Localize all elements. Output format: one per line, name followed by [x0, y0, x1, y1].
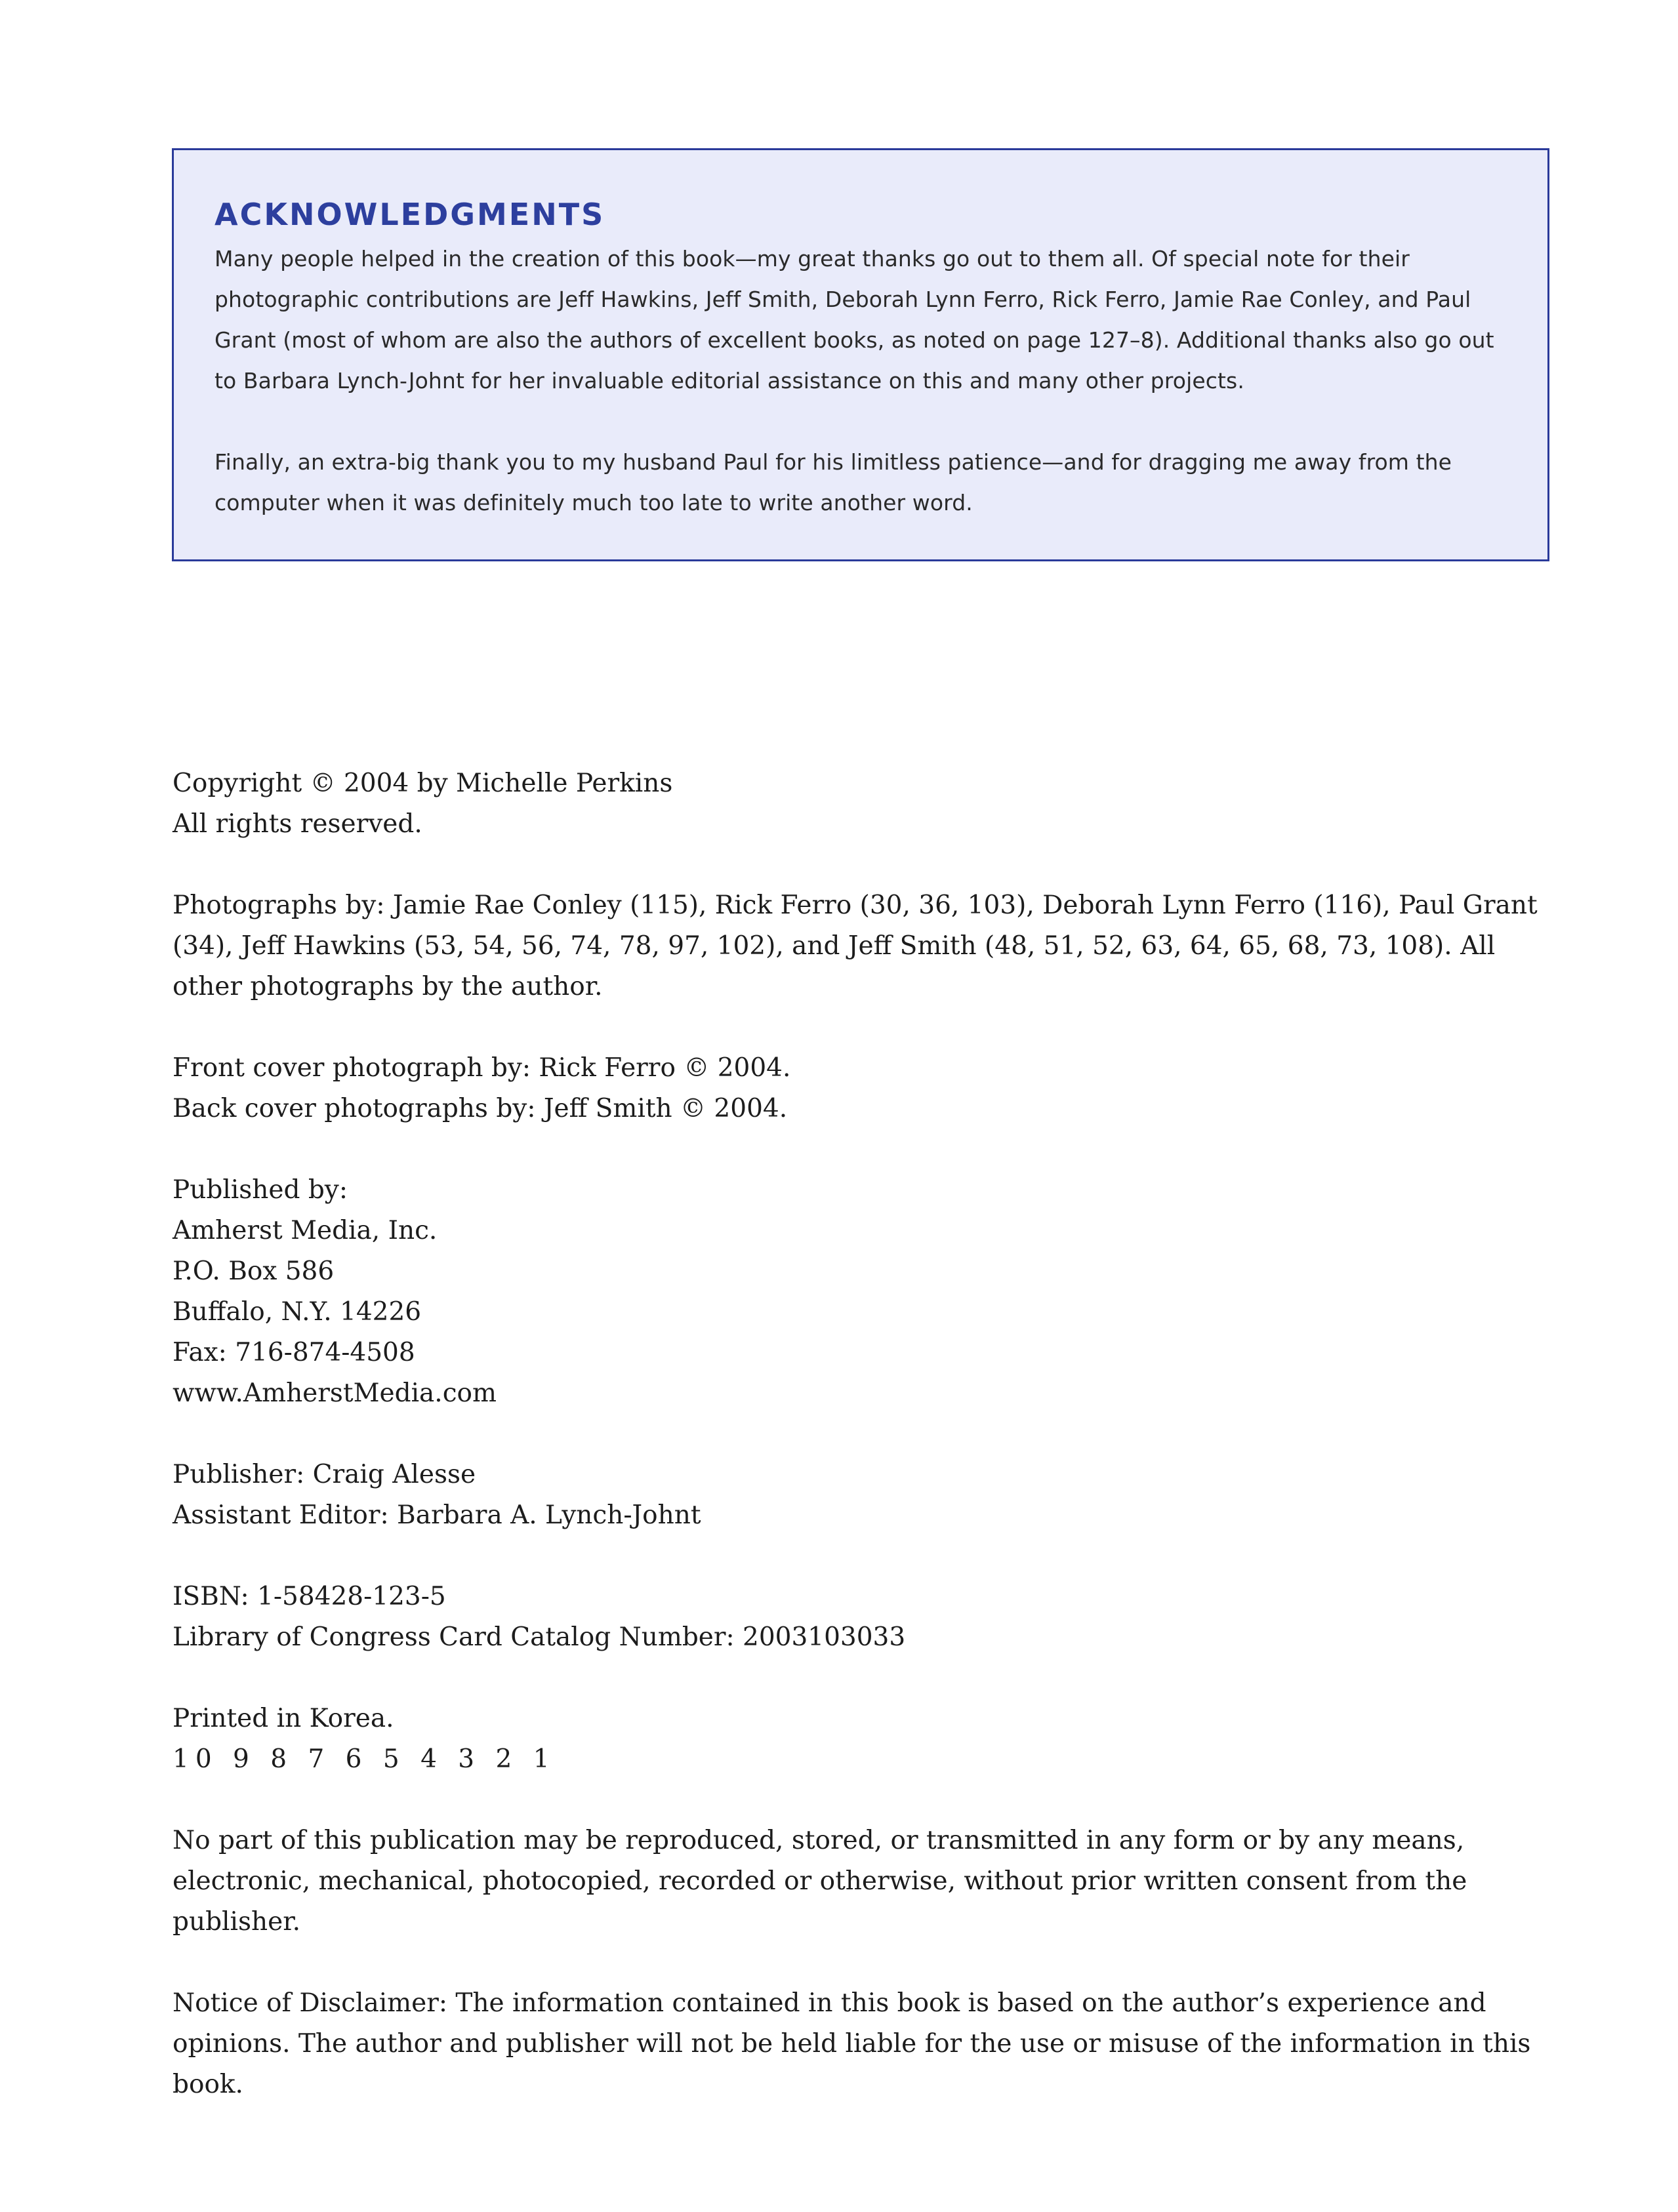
rights-reserved-line: All rights reserved.: [173, 809, 422, 839]
publisher-name: Amherst Media, Inc.: [173, 1216, 438, 1245]
acknowledgments-paragraph-1: Many people helped in the creation of this book—my great thanks go out to them all. Of special note for their photographic contributions are Jeff Hawkins, Jeff Smith, Deborah Lynn Ferro, Rick Ferro, Jamie Rae Conley, and Paul Grant (most of whom are also the authors of excellent books, as noted on page 127–8). Additional thanks also go out to Barbara Lynch-Johnt for her invaluable editorial assistance on this and many other projects.: [215, 245, 1494, 393]
back-cover-credit: Back cover photographs by: Jeff Smith © 2004.: [173, 1094, 788, 1123]
cover-credits: [173, 1048, 1563, 1129]
publisher-po-box: P.O. Box 586: [173, 1257, 335, 1286]
assistant-editor-credit: Assistant Editor: Barbara A. Lynch-Johnt: [173, 1500, 701, 1530]
catalog-info: [173, 1577, 1563, 1658]
published-by-label: Published by:: [173, 1175, 348, 1205]
publisher-website: www.AmherstMedia.com: [173, 1378, 497, 1408]
loc-number: Library of Congress Card Catalog Number: 2003103033: [173, 1622, 906, 1652]
print-line: 10 9 8 7 6 5 4 3 2 1: [173, 1744, 556, 1774]
copyright-block: [173, 763, 1563, 845]
publisher-address: [173, 1170, 1563, 1414]
copyright-page-body: [173, 763, 1563, 2146]
isbn: ISBN: 1-58428-123-5: [173, 1582, 446, 1611]
staff-credits: [173, 1455, 1563, 1536]
acknowledgments-paragraph-2: Finally, an extra-big thank you to my husband Paul for his limitless patience—and for dragging me away from the computer when it was definitely much too late to write another word.: [215, 449, 1452, 515]
front-cover-credit: Front cover photograph by: Rick Ferro © 2004.: [173, 1053, 791, 1083]
acknowledgments-box: [172, 148, 1549, 561]
photo-credits: Photographs by: Jamie Rae Conley (115), Rick Ferro (30, 36, 103), Deborah Lynn Ferro (116), Paul Grant (34), Jeff Hawkins (53, 54, 56, 74, 78, 97, 102), and Jeff Smith (48, 51, 52, 63, 64, 65, 68, 73, 108). All other photographs by the author.: [173, 891, 1538, 1001]
publisher-city: Buffalo, N.Y. 14226: [173, 1297, 422, 1327]
printing-info: [173, 1699, 1563, 1780]
copyright-line: Copyright © 2004 by Michelle Perkins: [173, 769, 673, 798]
acknowledgments-title: ACKNOWLEDGMENTS: [215, 197, 605, 232]
publisher-credit: Publisher: Craig Alesse: [173, 1460, 476, 1489]
disclaimer: Notice of Disclaimer: The information contained in this book is based on the author’s experience and opinions. The author and publisher will not be held liable for the use or misuse of the information in this book.: [173, 1988, 1531, 2099]
printed-in: Printed in Korea.: [173, 1704, 394, 1733]
rights-notice: No part of this publication may be reproduced, stored, or transmitted in any form or by any means, electronic, mechanical, photocopied, recorded or otherwise, without prior written consent from the publisher.: [173, 1826, 1467, 1937]
publisher-fax: Fax: 716-874-4508: [173, 1338, 415, 1367]
